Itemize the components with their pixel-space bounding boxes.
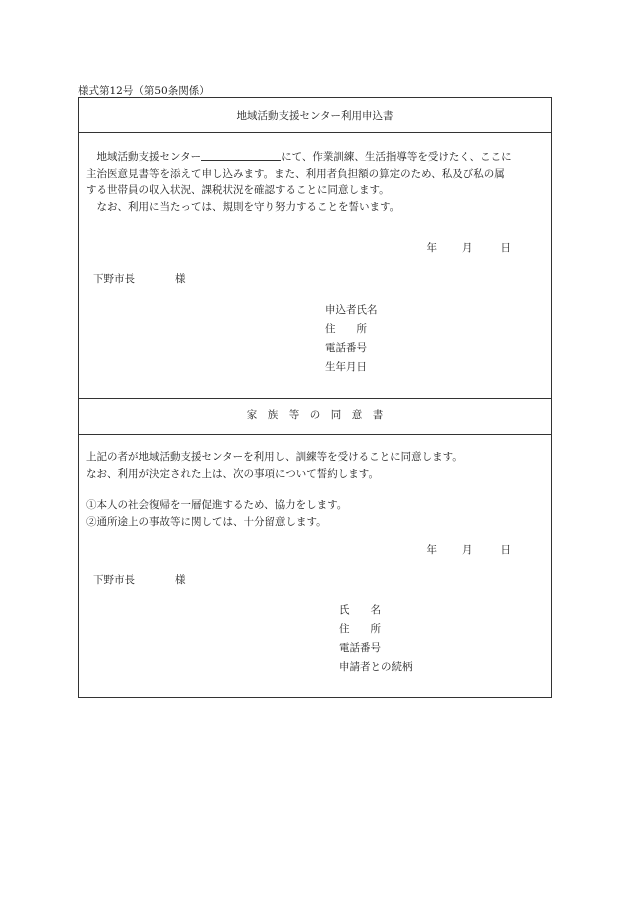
field-address: 住 所 — [325, 323, 367, 335]
form-frame — [78, 97, 552, 698]
date-year-label: 年 — [426, 242, 437, 254]
date-month-label: 月 — [462, 242, 473, 254]
application-body-line-2: 主治医意見書等を添えて申し込みます。また、利用者負担額の算定のため、私及び私の属 — [86, 167, 505, 180]
field-phone: 電話番号 — [325, 342, 367, 354]
addressee-name: 下野市長 — [93, 273, 135, 285]
field-name: 氏 名 — [339, 604, 381, 616]
honorific: 様 — [175, 574, 186, 586]
consent-fields — [339, 601, 413, 677]
application-body-line-1-prefix: 地域活動支援センター — [86, 151, 202, 163]
divider — [79, 434, 551, 435]
consent-body-line-1: 上記の者が地域活動支援センターを利用し、訓練等を受けることに同意します。 — [86, 451, 463, 463]
field-birthdate: 生年月日 — [325, 361, 367, 373]
application-body-line-1 — [86, 149, 544, 166]
consent-body — [86, 449, 544, 482]
application-fields — [325, 301, 378, 377]
form-number: 様式第12号（第50条関係） — [78, 85, 210, 97]
consent-items — [86, 497, 544, 530]
consent-addressee — [93, 572, 186, 587]
date-day-label: 日 — [500, 544, 511, 556]
date-day-label: 日 — [500, 242, 511, 254]
field-phone: 電話番号 — [339, 642, 381, 654]
consent-item-2: ②通所途上の事故等に関しては、十分留意します。 — [86, 515, 327, 528]
application-body — [86, 149, 544, 215]
divider — [79, 132, 551, 133]
application-addressee — [93, 271, 186, 286]
honorific: 様 — [175, 273, 186, 285]
center-name-blank[interactable] — [201, 149, 281, 161]
application-title: 地域活動支援センター利用申込書 — [236, 110, 394, 122]
consent-title: 家 族 等 の 同 意 書 — [246, 409, 384, 421]
consent-body-line-2: なお、利用が決定された上は、次の事項について誓約します。 — [86, 467, 379, 480]
consent-date — [427, 542, 512, 557]
application-body-line-4: なお、利用に当たっては、規則を守り努力することを誓います。 — [86, 200, 401, 213]
application-date — [427, 240, 512, 255]
addressee-name: 下野市長 — [93, 574, 135, 586]
field-address: 住 所 — [339, 623, 381, 635]
field-relationship: 申請者との続柄 — [339, 661, 413, 673]
application-body-line-1-suffix: にて、作業訓練、生活指導等を受けたく、ここに — [281, 151, 512, 163]
divider — [79, 398, 551, 399]
date-year-label: 年 — [426, 544, 437, 556]
field-applicant-name: 申込者氏名 — [325, 304, 378, 316]
application-body-line-3: する世帯員の収入状況、課税状況を確認することに同意します。 — [86, 184, 390, 196]
consent-item-1: ①本人の社会復帰を一層促進するため、協力をします。 — [86, 499, 348, 511]
date-month-label: 月 — [462, 544, 473, 556]
